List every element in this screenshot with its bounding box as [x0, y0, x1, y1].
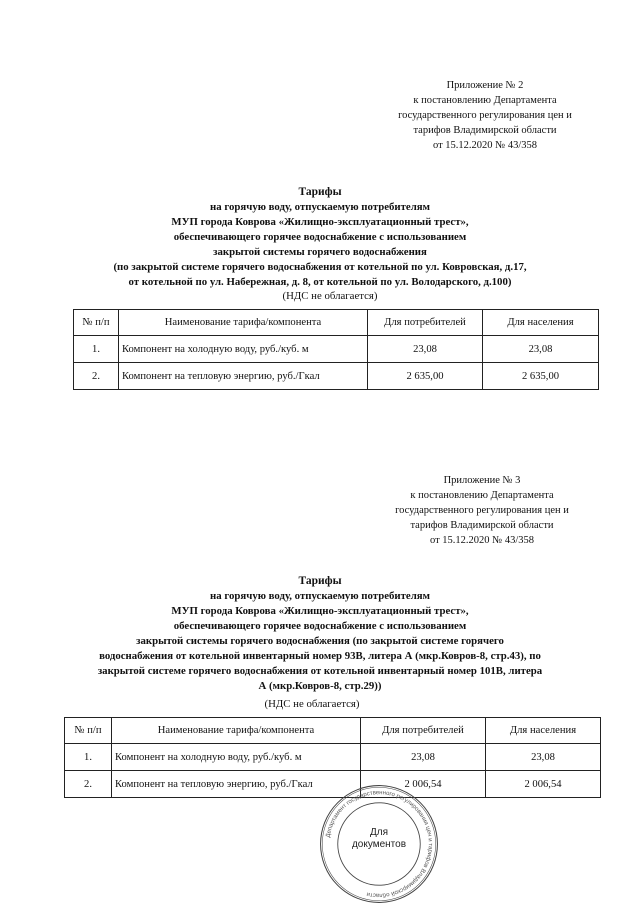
tariff-table-1 — [73, 309, 599, 390]
row-population-value: 23,08 — [483, 336, 599, 363]
appendix-3-header — [362, 473, 602, 548]
column-header-number: № п/п — [74, 310, 119, 336]
tariff-title-1 — [50, 185, 590, 290]
appendix-line: к постановлению Департамента — [413, 95, 557, 106]
column-header-name: Наименование тарифа/компонента — [112, 718, 361, 744]
table-header-row — [74, 310, 599, 336]
column-header-consumers: Для потребителей — [368, 310, 483, 336]
title-line: на горячую воду, отпускаемую потребителям — [210, 590, 430, 602]
row-consumers-value: 23,08 — [368, 336, 483, 363]
row-population-value: 23,08 — [486, 744, 601, 771]
vat-note: (НДС не облагается) — [282, 290, 378, 302]
appendix-title: Приложение № 3 — [443, 475, 521, 486]
row-number: 2. — [65, 771, 112, 798]
column-header-number: № п/п — [65, 718, 112, 744]
stamp-center-text — [308, 827, 450, 851]
title-heading: Тарифы — [298, 575, 342, 587]
stamp-ring-text: Департамент государственного регулирования цен и тарифов Владимирской области — [325, 790, 433, 898]
column-header-population: Для населения — [486, 718, 601, 744]
row-number: 1. — [65, 744, 112, 771]
row-name: Компонент на холодную воду, руб./куб. м — [119, 336, 368, 363]
appendix-line: государственного регулирования цен и — [398, 110, 572, 121]
title-line: закрытой системы горячего водоснабжения — [213, 246, 427, 258]
title-line: обеспечивающего горячее водоснабжение с использованием — [173, 620, 467, 632]
appendix-2-header — [370, 78, 600, 153]
table-row — [65, 744, 601, 771]
title-line: обеспечивающего горячее водоснабжение с использованием — [173, 231, 467, 243]
title-line: закрытой системе горячего водоснабжения от котельной инвентарный номер 101В, литера — [97, 665, 543, 677]
column-header-consumers: Для потребителей — [361, 718, 486, 744]
appendix-line: государственного регулирования цен и — [395, 505, 569, 516]
vat-note: (НДС не облагается) — [264, 698, 360, 710]
title-line: закрытой системы горячего водоснабжения (по закрытой системе горячего — [136, 635, 504, 647]
title-line: на горячую воду, отпускаемую потребителям — [210, 201, 430, 213]
official-stamp — [308, 783, 450, 905]
title-line: МУП города Коврова «Жилищно-эксплуатационный трест», — [171, 216, 469, 228]
title-line: (по закрытой системе горячего водоснабжения от котельной по ул. Ковровская, д.17, — [113, 261, 527, 273]
appendix-line: к постановлению Департамента — [410, 490, 554, 501]
stamp-line: Для — [369, 827, 389, 838]
title-heading: Тарифы — [298, 186, 342, 198]
row-population-value: 2 635,00 — [483, 363, 599, 390]
appendix-line: тарифов Владимирской области — [410, 520, 554, 531]
row-consumers-value: 23,08 — [361, 744, 486, 771]
row-consumers-value: 2 006,54 — [361, 771, 486, 798]
column-header-population: Для населения — [483, 310, 599, 336]
appendix-title: Приложение № 2 — [446, 80, 524, 91]
row-name: Компонент на тепловую энергию, руб./Гкал — [119, 363, 368, 390]
table-row — [74, 336, 599, 363]
title-line: от котельной по ул. Набережная, д. 8, от котельной по ул. Володарского, д.100) — [128, 276, 512, 288]
row-number: 2. — [74, 363, 119, 390]
title-line: водоснабжения от котельной инвентарный номер 93В, литера А (мкр.Ковров-8, стр.43), по — [99, 650, 541, 662]
stamp-line: документов — [351, 839, 407, 850]
table-header-row — [65, 718, 601, 744]
row-number: 1. — [74, 336, 119, 363]
row-name: Компонент на тепловую энергию, руб./Гкал — [112, 771, 361, 798]
title-line: МУП города Коврова «Жилищно-эксплуатационный трест», — [171, 605, 469, 617]
appendix-date: от 15.12.2020 № 43/358 — [432, 140, 537, 151]
table-row — [74, 363, 599, 390]
column-header-name: Наименование тарифа/компонента — [119, 310, 368, 336]
tariff-title-2 — [42, 574, 598, 694]
row-population-value: 2 006,54 — [486, 771, 601, 798]
row-name: Компонент на холодную воду, руб./куб. м — [112, 744, 361, 771]
appendix-date: от 15.12.2020 № 43/358 — [429, 535, 534, 546]
appendix-line: тарифов Владимирской области — [413, 125, 557, 136]
row-consumers-value: 2 635,00 — [368, 363, 483, 390]
title-line: А (мкр.Ковров-8, стр.29)) — [258, 680, 382, 692]
